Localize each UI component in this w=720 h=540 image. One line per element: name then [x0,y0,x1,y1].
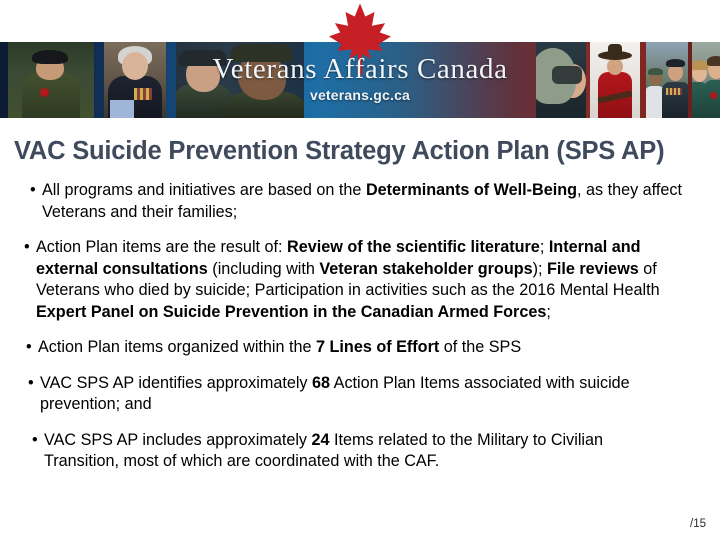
banner-url: veterans.gc.ca [309,87,411,103]
pilot-helmet-photo [536,42,586,118]
bullet-text: VAC SPS AP includes approximately 24 Items related to the Military to Civilian Transition, most of which are coordinated with the CAF. [44,430,604,470]
list-item [0,373,720,416]
bullet-marker: • [26,338,32,356]
list-item [0,337,720,359]
bullet-text: All programs and initiatives are based on the Determinants of Well-Being, as they affect Veterans and their families; [42,181,682,221]
soldiers-profile-photo [176,42,304,118]
list-item [0,430,720,473]
rcmp-officer-photo [590,42,640,118]
woman-veteran-photo [104,42,166,118]
page-title: VAC Suicide Prevention Strategy Action Plan (SPS AP) [14,137,665,165]
list-item [0,237,720,323]
list-item [0,180,720,223]
vac-banner [0,0,720,120]
soldier-beret-photo [8,42,94,118]
bullet-text: Action Plan items organized within the 7 Lines of Effort of the SPS [38,338,522,356]
bullet-marker: • [24,238,30,256]
bullet-marker: • [28,373,34,392]
banner-org-name: Veterans Affairs Canada [212,53,508,85]
bullet-text: VAC SPS AP identifies approximately 68 Action Plan Items associated with suicide prevention; and [40,373,630,413]
cadets-photo [692,42,720,118]
bullet-text: Action Plan items are the result of: Review of the scientific literature; Internal and external consultations (including with Veteran stakeholder groups); File reviews of Veterans who died by suicide; Participation in activities such as the 2016 Mental Health Expert Panel on Suicide Prevention in the Canadian Armed Forces; [36,238,660,321]
veteran-group-photo [646,42,688,118]
bullet-list [0,180,720,473]
slide-number: /15 [690,518,706,530]
maple-leaf-icon [327,2,393,76]
bullet-marker: • [30,181,36,199]
bullet-marker: • [32,430,38,449]
